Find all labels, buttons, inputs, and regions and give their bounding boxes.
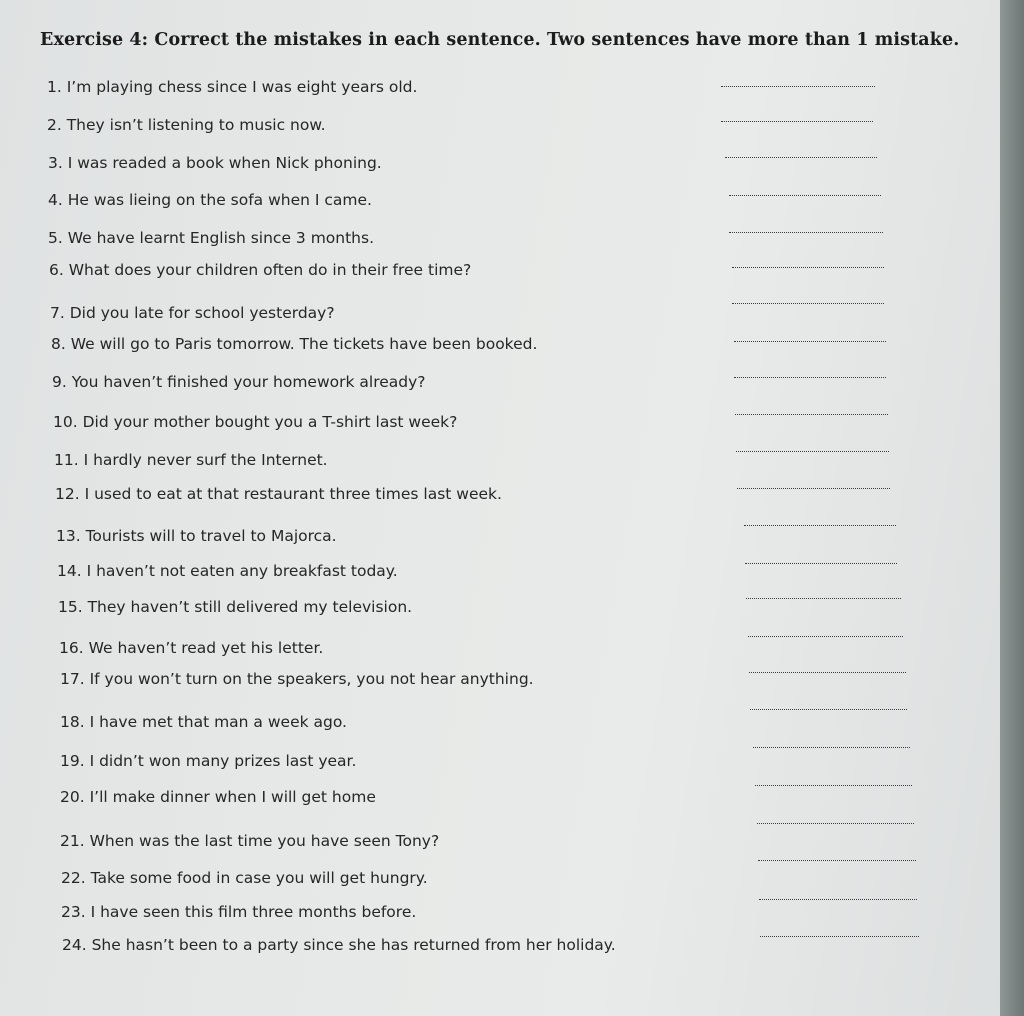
sentence-12: 12. I used to eat at that restaurant three times last week. <box>55 485 502 503</box>
answer-line-2[interactable] <box>721 121 873 122</box>
exercise-title: Exercise 4: Correct the mistakes in each sentence. Two sentences have more than 1 mistake. <box>40 30 960 50</box>
answer-line-9[interactable] <box>734 377 886 378</box>
sentence-17: 17. If you won’t turn on the speakers, you not hear anything. <box>60 670 534 688</box>
sentence-23: 23. I have seen this film three months before. <box>61 903 417 921</box>
answer-line-4[interactable] <box>729 195 881 196</box>
answer-line-12[interactable] <box>737 488 890 489</box>
sentence-10: 10. Did your mother bought you a T-shirt last week? <box>53 413 458 431</box>
sentence-19: 19. I didn’t won many prizes last year. <box>60 752 357 770</box>
sentence-20: 20. I’ll make dinner when I will get home <box>60 788 376 806</box>
answer-line-17[interactable] <box>749 672 906 673</box>
sentence-3: 3. I was readed a book when Nick phoning. <box>48 154 382 172</box>
answer-line-11[interactable] <box>736 451 889 452</box>
answer-line-18[interactable] <box>750 709 907 710</box>
sentence-22: 22. Take some food in case you will get hungry. <box>61 869 428 887</box>
sentence-11: 11. I hardly never surf the Internet. <box>54 451 328 469</box>
background-surface <box>1000 0 1024 1016</box>
answer-line-10[interactable] <box>735 414 888 415</box>
answer-line-24[interactable] <box>760 936 919 937</box>
sentence-21: 21. When was the last time you have seen Tony? <box>60 832 440 850</box>
sentence-8: 8. We will go to Paris tomorrow. The tickets have been booked. <box>51 335 538 353</box>
sentence-7: 7. Did you late for school yesterday? <box>50 304 335 322</box>
answer-line-8[interactable] <box>734 341 886 342</box>
sentence-24: 24. She hasn’t been to a party since she has returned from her holiday. <box>62 936 616 954</box>
answer-line-22[interactable] <box>758 860 916 861</box>
answer-line-23[interactable] <box>759 899 917 900</box>
sentence-13: 13. Tourists will to travel to Majorca. <box>56 527 337 545</box>
answer-line-3[interactable] <box>725 157 877 158</box>
answer-line-7[interactable] <box>732 303 884 304</box>
answer-line-13[interactable] <box>744 525 896 526</box>
sentence-15: 15. They haven’t still delivered my television. <box>58 598 413 616</box>
answer-line-19[interactable] <box>753 747 910 748</box>
sentence-18: 18. I have met that man a week ago. <box>60 713 347 731</box>
sentence-14: 14. I haven’t not eaten any breakfast today. <box>57 562 398 580</box>
answer-line-1[interactable] <box>721 86 875 87</box>
answer-line-14[interactable] <box>745 563 897 564</box>
sentence-1: 1. I’m playing chess since I was eight years old. <box>47 78 418 96</box>
sentence-4: 4. He was lieing on the sofa when I came. <box>48 191 372 209</box>
answer-line-21[interactable] <box>757 823 914 824</box>
sentence-6: 6. What does your children often do in their free time? <box>49 261 472 279</box>
answer-line-20[interactable] <box>755 785 912 786</box>
sentence-5: 5. We have learnt English since 3 months. <box>48 229 375 247</box>
sentence-2: 2. They isn’t listening to music now. <box>47 116 326 134</box>
sentence-16: 16. We haven’t read yet his letter. <box>59 639 324 657</box>
answer-line-15[interactable] <box>746 598 901 599</box>
answer-line-5[interactable] <box>729 232 883 233</box>
answer-line-6[interactable] <box>732 267 884 268</box>
sentence-9: 9. You haven’t finished your homework already? <box>52 373 426 391</box>
answer-line-16[interactable] <box>748 636 903 637</box>
